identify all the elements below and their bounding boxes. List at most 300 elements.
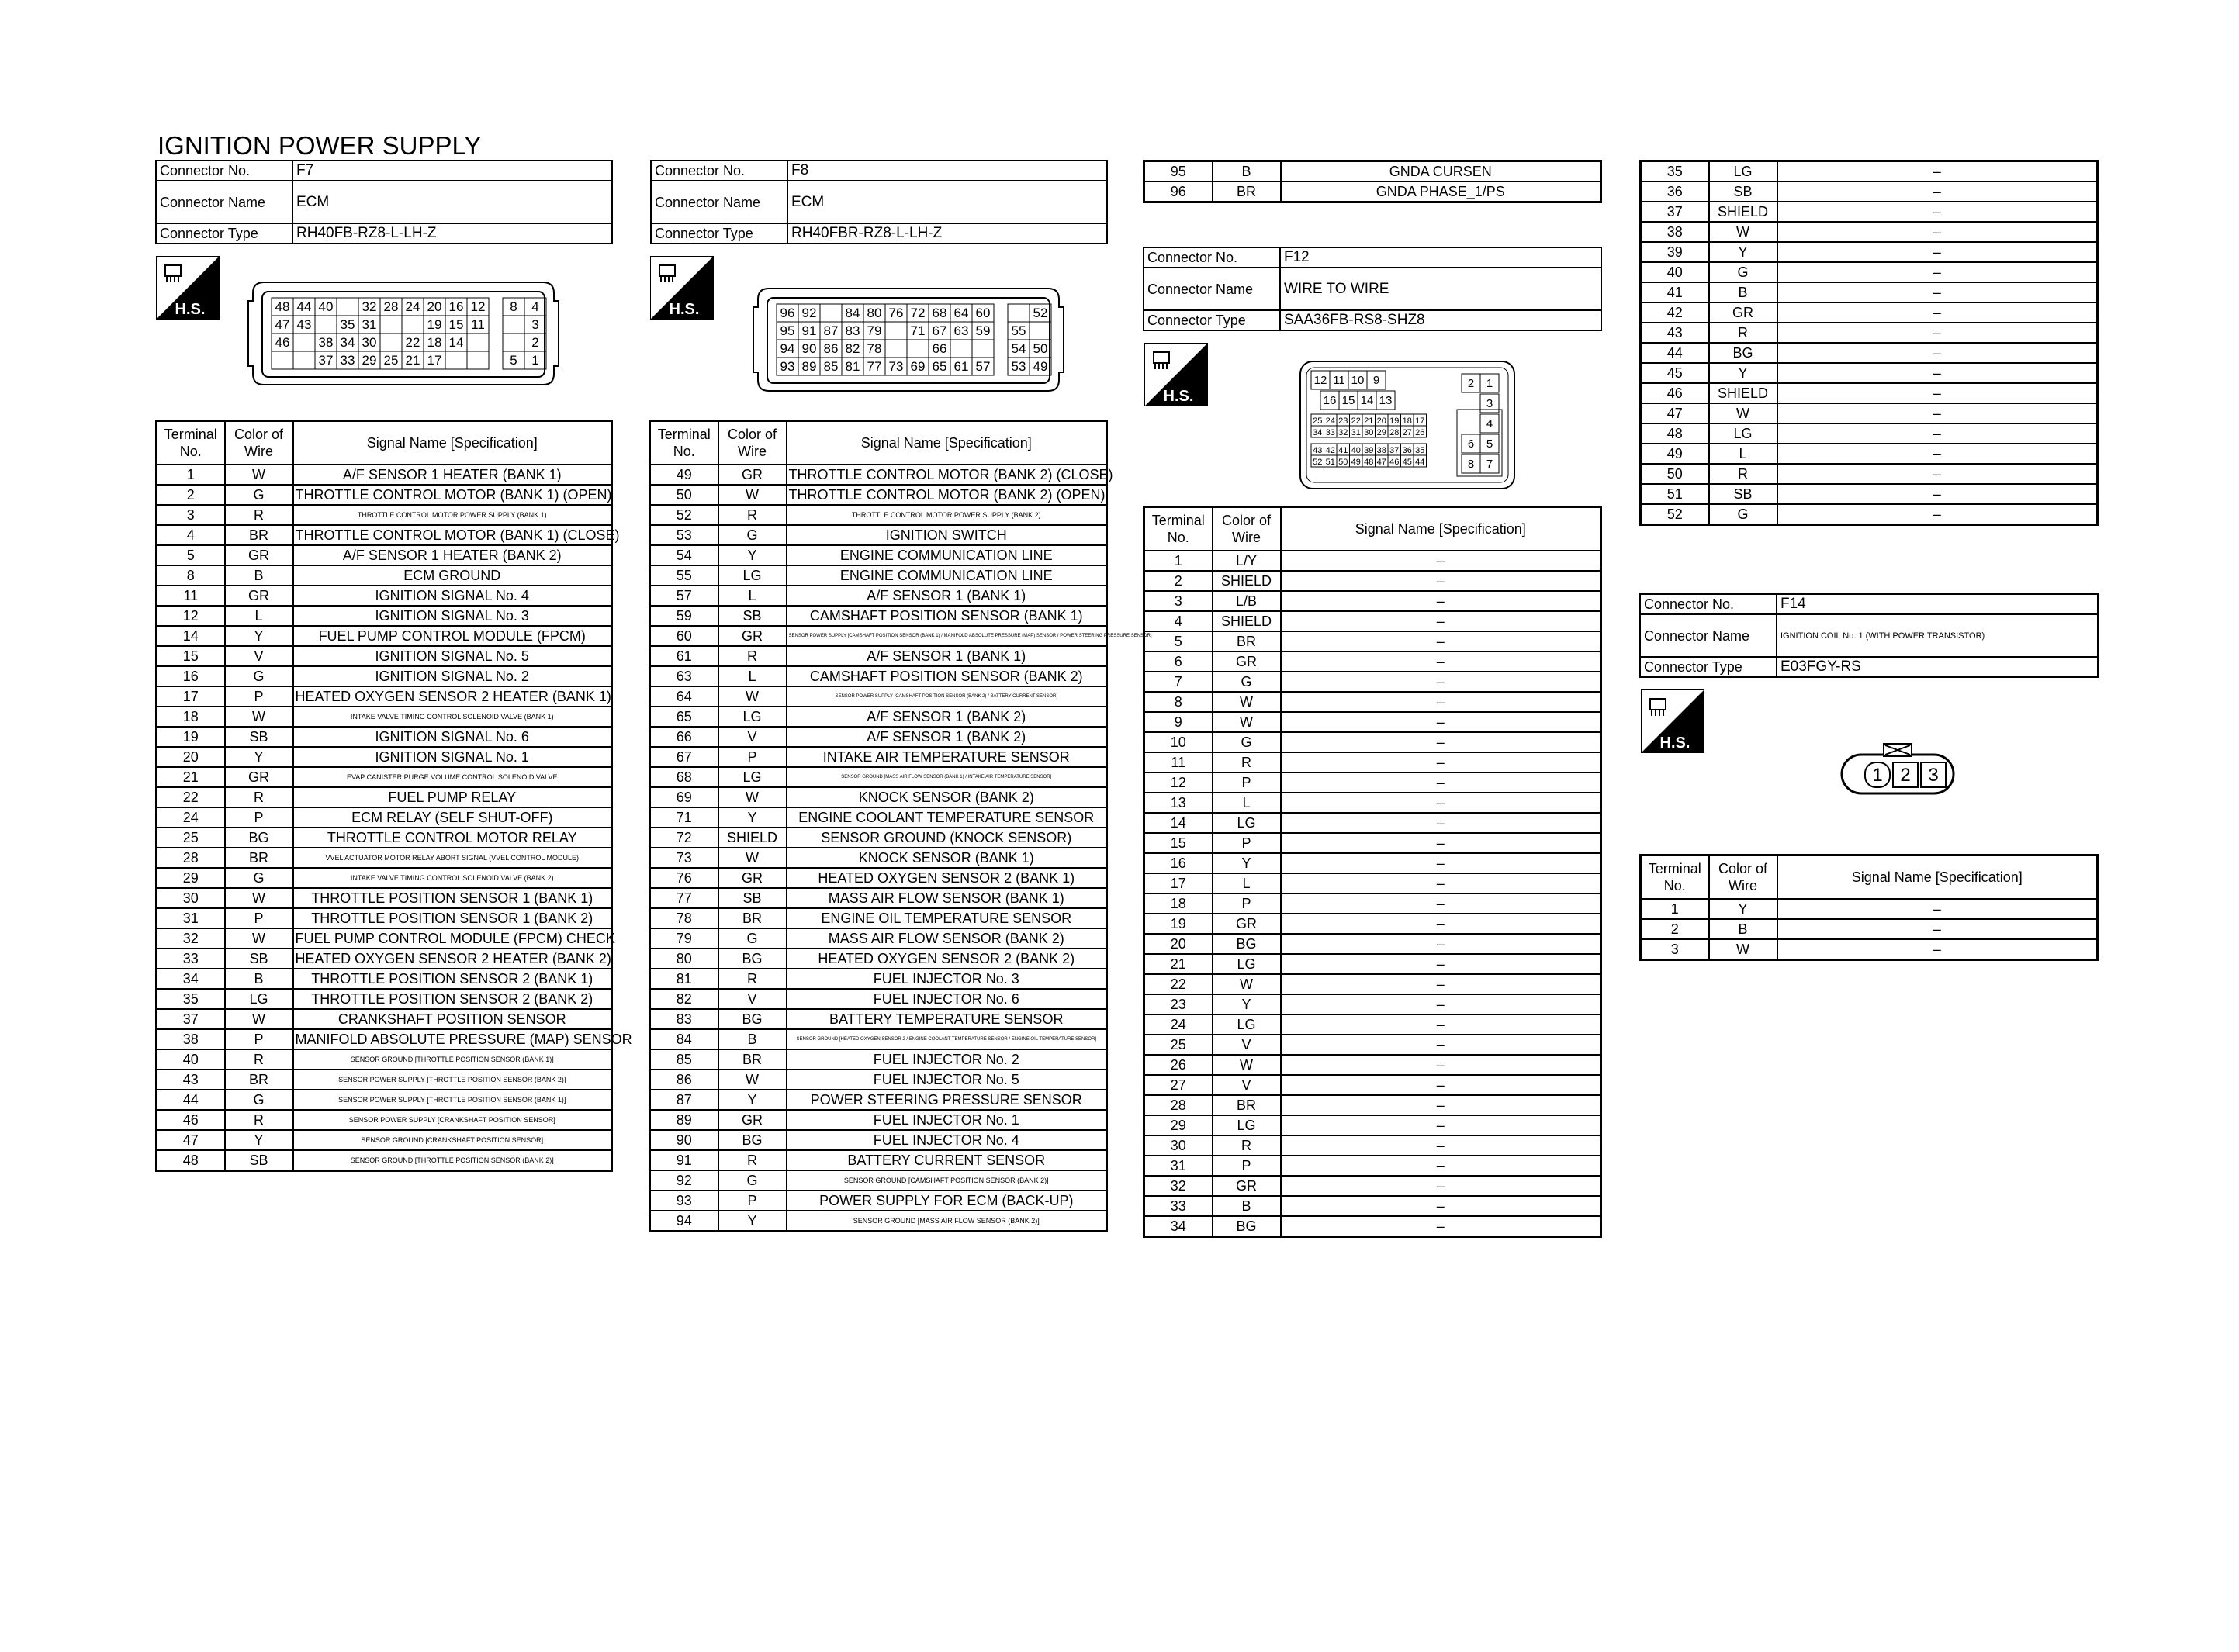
signal-name-cell: HEATED OXYGEN SENSOR 2 (BANK 1) [787, 868, 1107, 888]
terminal-cell: 46 [157, 1110, 225, 1130]
wire-color-cell: W [718, 485, 787, 505]
terminal-cell: 12 [1144, 772, 1213, 793]
table-row [1144, 853, 1601, 873]
signal-name-cell: – [1281, 1055, 1601, 1075]
wire-color-cell: LG [1213, 813, 1281, 833]
pin-label: 3 [1928, 765, 1939, 786]
connector-info-f14 [1639, 593, 2099, 678]
terminal-cell: 63 [650, 666, 718, 686]
wire-color-cell: GR [1213, 651, 1281, 672]
wire-color-cell: BG [225, 828, 293, 848]
table-row [650, 1009, 1107, 1029]
label-connector-name: Connector Name [651, 181, 787, 223]
wire-color-cell: BR [225, 1070, 293, 1090]
terminal-cell: 15 [1144, 833, 1213, 853]
connector-info-f12 [1143, 247, 1602, 331]
signal-name-cell: FUEL INJECTOR No. 2 [787, 1049, 1107, 1070]
signal-name-cell: SENSOR GROUND [MASS AIR FLOW SENSOR (BANK 2)] [787, 1211, 1107, 1232]
wire-color-cell: BR [1213, 1095, 1281, 1115]
signal-name-cell: – [1777, 343, 2098, 363]
signal-name-cell: THROTTLE CONTROL MOTOR (BANK 1) (CLOSE) [293, 525, 612, 545]
table-row [1641, 919, 2098, 939]
terminal-cell: 28 [157, 848, 225, 868]
signal-name-cell: IGNITION SIGNAL No. 3 [293, 606, 612, 626]
terminal-cell: 57 [650, 586, 718, 606]
table-row [650, 1110, 1107, 1130]
pin-label: 29 [1376, 428, 1386, 437]
wire-color-cell: V [1213, 1035, 1281, 1055]
table-row [650, 1070, 1107, 1090]
wire-color-cell: P [225, 686, 293, 707]
table-row [1144, 551, 1601, 571]
wire-color-cell: BG [1213, 1216, 1281, 1237]
table-row [1144, 651, 1601, 672]
terminal-cell: 32 [1144, 1176, 1213, 1196]
table-row [650, 606, 1107, 626]
wire-color-cell: L [1213, 793, 1281, 813]
signal-name-cell: – [1777, 383, 2098, 403]
terminal-cell: 20 [1144, 934, 1213, 954]
terminal-cell: 22 [1144, 974, 1213, 994]
wire-color-cell: L [225, 606, 293, 626]
terminal-cell: 38 [1641, 222, 1709, 242]
connector-f8 [650, 160, 1108, 244]
wire-color-cell: SHIELD [1709, 383, 1777, 403]
wire-color-cell: BR [718, 1049, 787, 1070]
table-row [650, 626, 1107, 646]
pin-table-f12-cont [1639, 160, 2099, 526]
label-connector-no: Connector No. [1640, 594, 1777, 614]
signal-name-cell: – [1281, 772, 1601, 793]
hs-label: H.S. [175, 301, 206, 318]
table-row [1144, 631, 1601, 651]
signal-name-cell: SENSOR GROUND [CRANKSHAFT POSITION SENSOR] [293, 1130, 612, 1150]
terminal-cell: 71 [650, 807, 718, 828]
wire-color-cell: BG [718, 1130, 787, 1150]
signal-name-cell: – [1281, 551, 1601, 571]
wire-color-cell: LG [1213, 954, 1281, 974]
signal-name-cell: THROTTLE POSITION SENSOR 2 (BANK 1) [293, 969, 612, 989]
signal-name-cell: THROTTLE CONTROL MOTOR POWER SUPPLY (BANK 1) [293, 505, 612, 525]
signal-name-cell: – [1281, 732, 1601, 752]
table-row [650, 666, 1107, 686]
terminal-cell: 8 [1144, 692, 1213, 712]
terminal-cell: 77 [650, 888, 718, 908]
signal-name-cell: MANIFOLD ABSOLUTE PRESSURE (MAP) SENSOR [293, 1029, 612, 1049]
terminal-cell: 39 [1641, 242, 1709, 262]
pin-label: 1 [531, 353, 539, 368]
table-row [1144, 1115, 1601, 1135]
pin-label: 2 [531, 335, 539, 350]
pin-label: 40 [318, 299, 334, 314]
wire-color-cell: W [1709, 222, 1777, 242]
terminal-cell: 19 [157, 727, 225, 747]
terminal-cell: 85 [650, 1049, 718, 1070]
header-terminal: Terminal No. [1144, 507, 1213, 551]
wire-color-cell: V [1213, 1075, 1281, 1095]
pin-label: 46 [1389, 458, 1400, 467]
wire-color-cell: GR [1709, 302, 1777, 323]
wire-color-cell: V [718, 989, 787, 1009]
table-row [157, 1090, 612, 1110]
terminal-cell: 31 [1144, 1156, 1213, 1176]
pin-label: 57 [975, 359, 991, 374]
terminal-cell: 8 [157, 565, 225, 586]
connector-name: WIRE TO WIRE [1280, 268, 1601, 310]
pin-label: 53 [1011, 359, 1026, 374]
pin-label: 66 [932, 341, 947, 356]
label-connector-name: Connector Name [1144, 268, 1280, 310]
signal-name-cell: FUEL INJECTOR No. 5 [787, 1070, 1107, 1090]
signal-name-cell: SENSOR POWER SUPPLY [THROTTLE POSITION SENSOR (BANK 1)] [293, 1090, 612, 1110]
terminal-cell: 79 [650, 928, 718, 949]
connector-f14 [1639, 593, 2099, 678]
table-row [650, 767, 1107, 787]
header-signal: Signal Name [Specification] [1281, 507, 1601, 551]
terminal-cell: 26 [1144, 1055, 1213, 1075]
signal-name-cell: CAMSHAFT POSITION SENSOR (BANK 1) [787, 606, 1107, 626]
signal-name-cell: HEATED OXYGEN SENSOR 2 (BANK 2) [787, 949, 1107, 969]
terminal-cell: 7 [1144, 672, 1213, 692]
pin-label: 6 [1467, 437, 1475, 451]
wire-color-cell: R [1213, 1135, 1281, 1156]
connector-info-f7 [155, 160, 613, 244]
table-row [650, 949, 1107, 969]
harness-side-icon [1641, 689, 1704, 753]
pin-label: 36 [1402, 446, 1412, 455]
wire-color-cell: L/B [1213, 591, 1281, 611]
signal-name-cell: – [1777, 919, 2098, 939]
table-row [1144, 994, 1601, 1014]
label-connector-type: Connector Type [156, 223, 292, 244]
terminal-cell: 44 [1641, 343, 1709, 363]
signal-name-cell: – [1777, 899, 2098, 919]
pin-label: 85 [823, 359, 839, 374]
wire-color-cell: LG [1709, 161, 1777, 182]
table-row [157, 908, 612, 928]
pin-label: 48 [275, 299, 290, 314]
table-row [157, 1049, 612, 1070]
table-row [157, 586, 612, 606]
wire-color-cell: LG [1213, 1014, 1281, 1035]
wire-color-cell: LG [1213, 1115, 1281, 1135]
terminal-cell: 1 [1641, 899, 1709, 919]
terminal-cell: 52 [650, 505, 718, 525]
terminal-cell: 49 [650, 465, 718, 485]
signal-name-cell: FUEL PUMP CONTROL MODULE (FPCM) [293, 626, 612, 646]
wire-color-cell: P [225, 908, 293, 928]
table-row [650, 1191, 1107, 1211]
table-row [1641, 302, 2098, 323]
terminal-cell: 94 [650, 1211, 718, 1232]
label-connector-no: Connector No. [651, 161, 787, 181]
signal-name-cell: CRANKSHAFT POSITION SENSOR [293, 1009, 612, 1029]
pin-label: 83 [845, 323, 860, 338]
table-row [157, 989, 612, 1009]
wire-color-cell: BG [1213, 934, 1281, 954]
table-row [650, 1150, 1107, 1170]
wire-color-cell: B [1709, 919, 1777, 939]
pin-table-f12-cont-wrap [1639, 160, 2099, 526]
table-row [1144, 833, 1601, 853]
table-row [157, 767, 612, 787]
wire-color-cell: B [1213, 161, 1281, 182]
table-row [157, 505, 612, 525]
signal-name-cell: FUEL INJECTOR No. 1 [787, 1110, 1107, 1130]
wire-color-cell: BR [1213, 631, 1281, 651]
pin-label: 4 [531, 299, 539, 314]
pin-label: 8 [1467, 458, 1475, 471]
signal-name-cell: FUEL PUMP RELAY [293, 787, 612, 807]
wire-color-cell: SB [1709, 484, 1777, 504]
table-row [1641, 444, 2098, 464]
terminal-cell: 4 [157, 525, 225, 545]
signal-name-cell: – [1777, 423, 2098, 444]
pin-label: 30 [1364, 428, 1374, 437]
pin-label: 45 [1402, 458, 1412, 467]
terminal-cell: 92 [650, 1170, 718, 1191]
terminal-cell: 36 [1641, 181, 1709, 202]
signal-name-cell: MASS AIR FLOW SENSOR (BANK 1) [787, 888, 1107, 908]
wire-color-cell: LG [718, 565, 787, 586]
table-row [157, 1150, 612, 1171]
terminal-cell: 16 [157, 666, 225, 686]
terminal-cell: 3 [1144, 591, 1213, 611]
wire-color-cell: SHIELD [1213, 611, 1281, 631]
connector-no: F14 [1777, 594, 2098, 614]
wire-color-cell: Y [718, 1211, 787, 1232]
pin-label: 69 [910, 359, 926, 374]
signal-name-cell: – [1281, 853, 1601, 873]
connector-f7 [155, 160, 613, 244]
terminal-cell: 1 [1144, 551, 1213, 571]
table-row [1144, 914, 1601, 934]
wire-color-cell: R [718, 505, 787, 525]
pin-label: 44 [296, 299, 312, 314]
terminal-cell: 33 [157, 949, 225, 969]
signal-name-cell: A/F SENSOR 1 (BANK 1) [787, 646, 1107, 666]
signal-name-cell: IGNITION SIGNAL No. 1 [293, 747, 612, 767]
signal-name-cell: A/F SENSOR 1 (BANK 1) [787, 586, 1107, 606]
table-row [1641, 282, 2098, 302]
terminal-cell: 65 [650, 707, 718, 727]
table-row [157, 565, 612, 586]
table-row [1144, 1176, 1601, 1196]
terminal-cell: 4 [1144, 611, 1213, 631]
table-row [650, 586, 1107, 606]
wire-color-cell: P [718, 1191, 787, 1211]
signal-name-cell: – [1777, 181, 2098, 202]
terminal-cell: 28 [1144, 1095, 1213, 1115]
signal-name-cell: – [1777, 939, 2098, 960]
terminal-cell: 37 [1641, 202, 1709, 222]
pin-label: 11 [471, 317, 485, 332]
terminal-cell: 10 [1144, 732, 1213, 752]
wire-color-cell: G [718, 928, 787, 949]
wire-color-cell: V [225, 646, 293, 666]
signal-name-cell: – [1777, 262, 2098, 282]
signal-name-cell: INTAKE VALVE TIMING CONTROL SOLENOID VALVE (BANK 1) [293, 707, 612, 727]
signal-name-cell: – [1281, 1035, 1601, 1055]
terminal-cell: 27 [1144, 1075, 1213, 1095]
terminal-cell: 5 [1144, 631, 1213, 651]
signal-name-cell: A/F SENSOR 1 HEATER (BANK 2) [293, 545, 612, 565]
pin-label: 91 [801, 323, 817, 338]
connector-face-f14 [1839, 741, 1957, 800]
pin-table-f12-wrap [1143, 506, 1602, 1238]
header-color: Color of Wire [1213, 507, 1281, 551]
pin-label: 14 [448, 335, 464, 350]
terminal-cell: 55 [650, 565, 718, 586]
signal-name-cell: – [1281, 934, 1601, 954]
pin-label: 5 [510, 353, 517, 368]
wire-color-cell: P [1213, 833, 1281, 853]
terminal-cell: 86 [650, 1070, 718, 1090]
pin-label: 12 [1313, 374, 1327, 387]
signal-name-cell: ENGINE COMMUNICATION LINE [787, 545, 1107, 565]
table-row [1144, 1135, 1601, 1156]
terminal-cell: 60 [650, 626, 718, 646]
connector-no: F7 [292, 161, 612, 181]
wire-color-cell: GR [1213, 1176, 1281, 1196]
pin-label: 52 [1033, 306, 1048, 320]
pin-label: 9 [1372, 374, 1380, 387]
pin-table-f8-cont [1143, 160, 1602, 203]
table-row [1641, 242, 2098, 262]
signal-name-cell: – [1777, 444, 2098, 464]
table-row [1144, 161, 1601, 182]
terminal-cell: 14 [1144, 813, 1213, 833]
pin-label: 3 [1486, 397, 1493, 410]
pin-label: 2 [1467, 377, 1475, 390]
terminal-cell: 93 [650, 1191, 718, 1211]
table-row [650, 807, 1107, 828]
terminal-cell: 12 [157, 606, 225, 626]
signal-name-cell: – [1281, 1216, 1601, 1237]
table-row [650, 1029, 1107, 1049]
terminal-cell: 47 [1641, 403, 1709, 423]
pin-label: 38 [318, 335, 334, 350]
pin-label: 82 [845, 341, 860, 356]
wire-color-cell: GR [225, 586, 293, 606]
signal-name-cell: A/F SENSOR 1 (BANK 2) [787, 727, 1107, 747]
terminal-cell: 78 [650, 908, 718, 928]
wire-color-cell: BR [1213, 181, 1281, 202]
table-row [1144, 1216, 1601, 1237]
table-row [650, 928, 1107, 949]
table-row [650, 848, 1107, 868]
terminal-cell: 17 [1144, 873, 1213, 893]
wire-color-cell: LG [718, 767, 787, 787]
header-terminal: Terminal No. [157, 421, 225, 465]
terminal-cell: 61 [650, 646, 718, 666]
pin-label: 32 [362, 299, 377, 314]
wire-color-cell: P [225, 807, 293, 828]
pin-label: 14 [1360, 394, 1374, 407]
terminal-cell: 48 [157, 1150, 225, 1171]
pin-label: 4 [1486, 417, 1493, 430]
pin-label: 37 [1389, 446, 1400, 455]
wire-color-cell: P [1213, 893, 1281, 914]
header-color: Color of Wire [718, 421, 787, 465]
pin-label: 16 [1323, 394, 1337, 407]
wire-color-cell: Y [225, 626, 293, 646]
wire-color-cell: SHIELD [1709, 202, 1777, 222]
wire-color-cell: R [225, 1049, 293, 1070]
wire-color-cell: Y [1709, 363, 1777, 383]
pin-label: 65 [932, 359, 947, 374]
terminal-cell: 53 [650, 525, 718, 545]
table-row [157, 525, 612, 545]
terminal-cell: 96 [1144, 181, 1213, 202]
wire-color-cell: Y [718, 545, 787, 565]
pin-label: 92 [801, 306, 817, 320]
signal-name-cell: – [1777, 464, 2098, 484]
wire-color-cell: B [225, 565, 293, 586]
terminal-cell: 6 [1144, 651, 1213, 672]
signal-name-cell: FUEL INJECTOR No. 4 [787, 1130, 1107, 1150]
terminal-cell: 9 [1144, 712, 1213, 732]
table-row [1144, 1035, 1601, 1055]
pin-label: 42 [1325, 446, 1335, 455]
pin-label: 29 [362, 353, 377, 368]
wire-color-cell: W [718, 1070, 787, 1090]
signal-name-cell: FUEL INJECTOR No. 3 [787, 969, 1107, 989]
terminal-cell: 83 [650, 1009, 718, 1029]
table-row [157, 545, 612, 565]
pin-label: 24 [1325, 416, 1335, 426]
pin-label: 73 [888, 359, 904, 374]
pin-label: 87 [823, 323, 839, 338]
terminal-cell: 87 [650, 1090, 718, 1110]
wire-color-cell: LG [718, 707, 787, 727]
signal-name-cell: – [1777, 161, 2098, 182]
signal-name-cell: THROTTLE CONTROL MOTOR RELAY [293, 828, 612, 848]
wire-color-cell: R [1709, 323, 1777, 343]
table-row [1144, 873, 1601, 893]
terminal-cell: 5 [157, 545, 225, 565]
pin-label: 35 [340, 317, 355, 332]
table-row [157, 1110, 612, 1130]
terminal-cell: 82 [650, 989, 718, 1009]
signal-name-cell: SENSOR GROUND [CAMSHAFT POSITION SENSOR (BANK 2)] [787, 1170, 1107, 1191]
terminal-cell: 25 [1144, 1035, 1213, 1055]
table-row [1641, 484, 2098, 504]
pin-label: 39 [1364, 446, 1374, 455]
terminal-cell: 66 [650, 727, 718, 747]
terminal-cell: 21 [157, 767, 225, 787]
terminal-cell: 50 [1641, 464, 1709, 484]
pin-table-f8-cont-wrap [1143, 160, 1602, 203]
terminal-cell: 11 [1144, 752, 1213, 772]
terminal-cell: 24 [157, 807, 225, 828]
signal-name-cell: KNOCK SENSOR (BANK 1) [787, 848, 1107, 868]
pin-label: 46 [275, 335, 290, 350]
signal-name-cell: – [1281, 752, 1601, 772]
terminal-cell: 20 [157, 747, 225, 767]
table-row [1641, 323, 2098, 343]
connector-name: ECM [292, 181, 612, 223]
signal-name-cell: ENGINE COOLANT TEMPERATURE SENSOR [787, 807, 1107, 828]
table-row [650, 747, 1107, 767]
signal-name-cell: – [1777, 504, 2098, 525]
pin-label: 49 [1351, 458, 1361, 467]
hs-label: H.S. [1163, 388, 1194, 405]
header-signal: Signal Name [Specification] [1777, 855, 2098, 900]
pin-label: 27 [1402, 428, 1412, 437]
connector-no: F12 [1280, 247, 1601, 268]
terminal-cell: 13 [1144, 793, 1213, 813]
